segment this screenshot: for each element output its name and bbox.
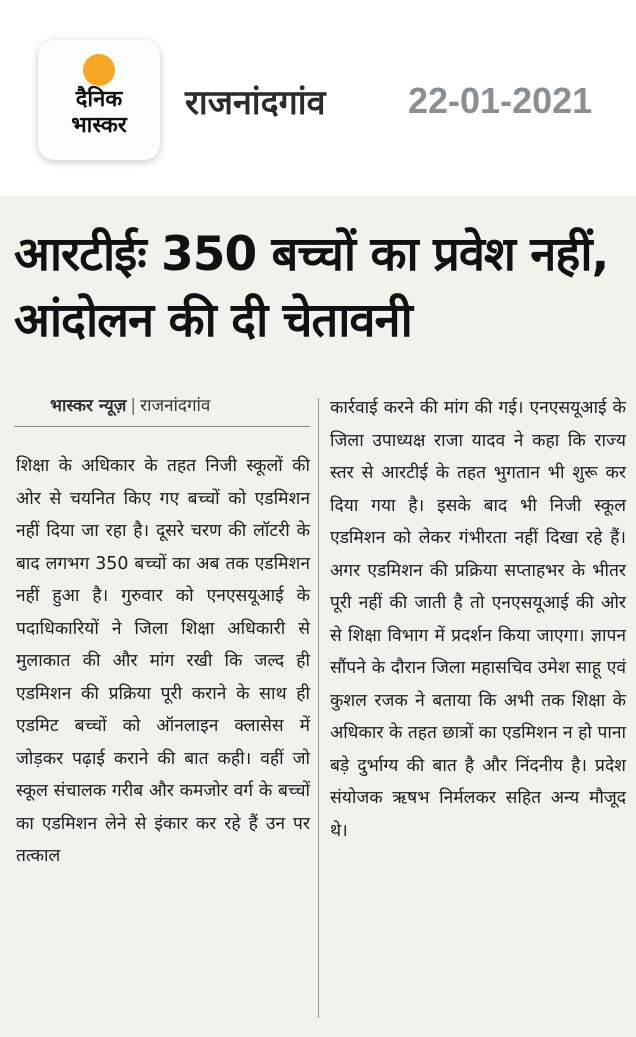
byline-source: भास्कर न्यूज़ — [50, 396, 127, 416]
article-paragraph-left: शिक्षा के अधिकार के तहत निजी स्कूलों की ओर से चयनित किए गए बच्चों को एडमिशन नहीं दिया जा रहा है। दूसरे चरण की लॉटरी के बाद लगभग 350 बच्चों का अब तक एडमिशन नहीं हुआ है। गुरुवार को एनएसयूआई के पदाधिकारियों ने जिला शिक्षा अधिकारी से मुलाकात की और मांग रखी कि जल्द ही एडमिशन की प्रक्रिया पूरी कराने के साथ ही एडमिट बच्चों को ऑनलाइन क्लासेस में जोड़कर पढ़ाई कराने की बात कही। वहीं जो स्कूल संचालक गरीब और कमजोर वर्ग के बच्चों का एडमिशन लेने से इंकार कर रहे हैं उन पर तत्काल — [16, 456, 310, 866]
sun-icon — [83, 54, 115, 86]
dainik-bhaskar-logo[interactable] — [38, 40, 160, 160]
byline-rule — [14, 426, 310, 427]
logo-text-bhaskar: भास्कर — [71, 113, 127, 138]
article-column-right — [330, 392, 626, 847]
edition-city: राजनांदगांव — [185, 83, 326, 123]
logo-text-dainik: दैनिक — [75, 87, 123, 112]
article-byline — [50, 393, 210, 416]
byline-separator: | — [130, 396, 137, 416]
header-bar — [0, 0, 636, 190]
article-paragraph-right: कार्रवाई करने की मांग की गई। एनएसयूआई के जिला उपाध्यक्ष राजा यादव ने कहा कि राज्य स्तर से आरटीई के तहत भुगतान भी शुरू कर दिया गया है। इसके बाद भी निजी स्कूल एडमिशन को लेकर गंभीरता नहीं दिखा रहे हैं। अगर एडमिशन की प्रक्रिया सप्ताहभर के भीतर पूरी नहीं की जाती है तो एनएसयूआई की ओर से शिक्षा विभाग में प्रदर्शन किया जाएगा। ज्ञापन सौंपने के दौरान जिला महासचिव उमेश साहू एवं कुशल रजक ने बताया कि अभी तक शिक्षा के अधिकार के तहत छात्रों का एडमिशन न हो पाना बड़े दुर्भाग्य की बात है और निंदनीय है। प्रदेश संयोजक ऋषभ निर्मलकर सहित अन्य मौजूद थे। — [330, 398, 626, 841]
byline-place: राजनांदगांव — [140, 396, 211, 416]
column-divider — [318, 398, 319, 1018]
article-column-left — [16, 450, 310, 873]
edition-date: 22-01-2021 — [408, 80, 593, 121]
article-headline: आरटीईः 350 बच्चों का प्रवेश नहीं, आंदोलन की दी चेतावनी — [14, 227, 609, 348]
